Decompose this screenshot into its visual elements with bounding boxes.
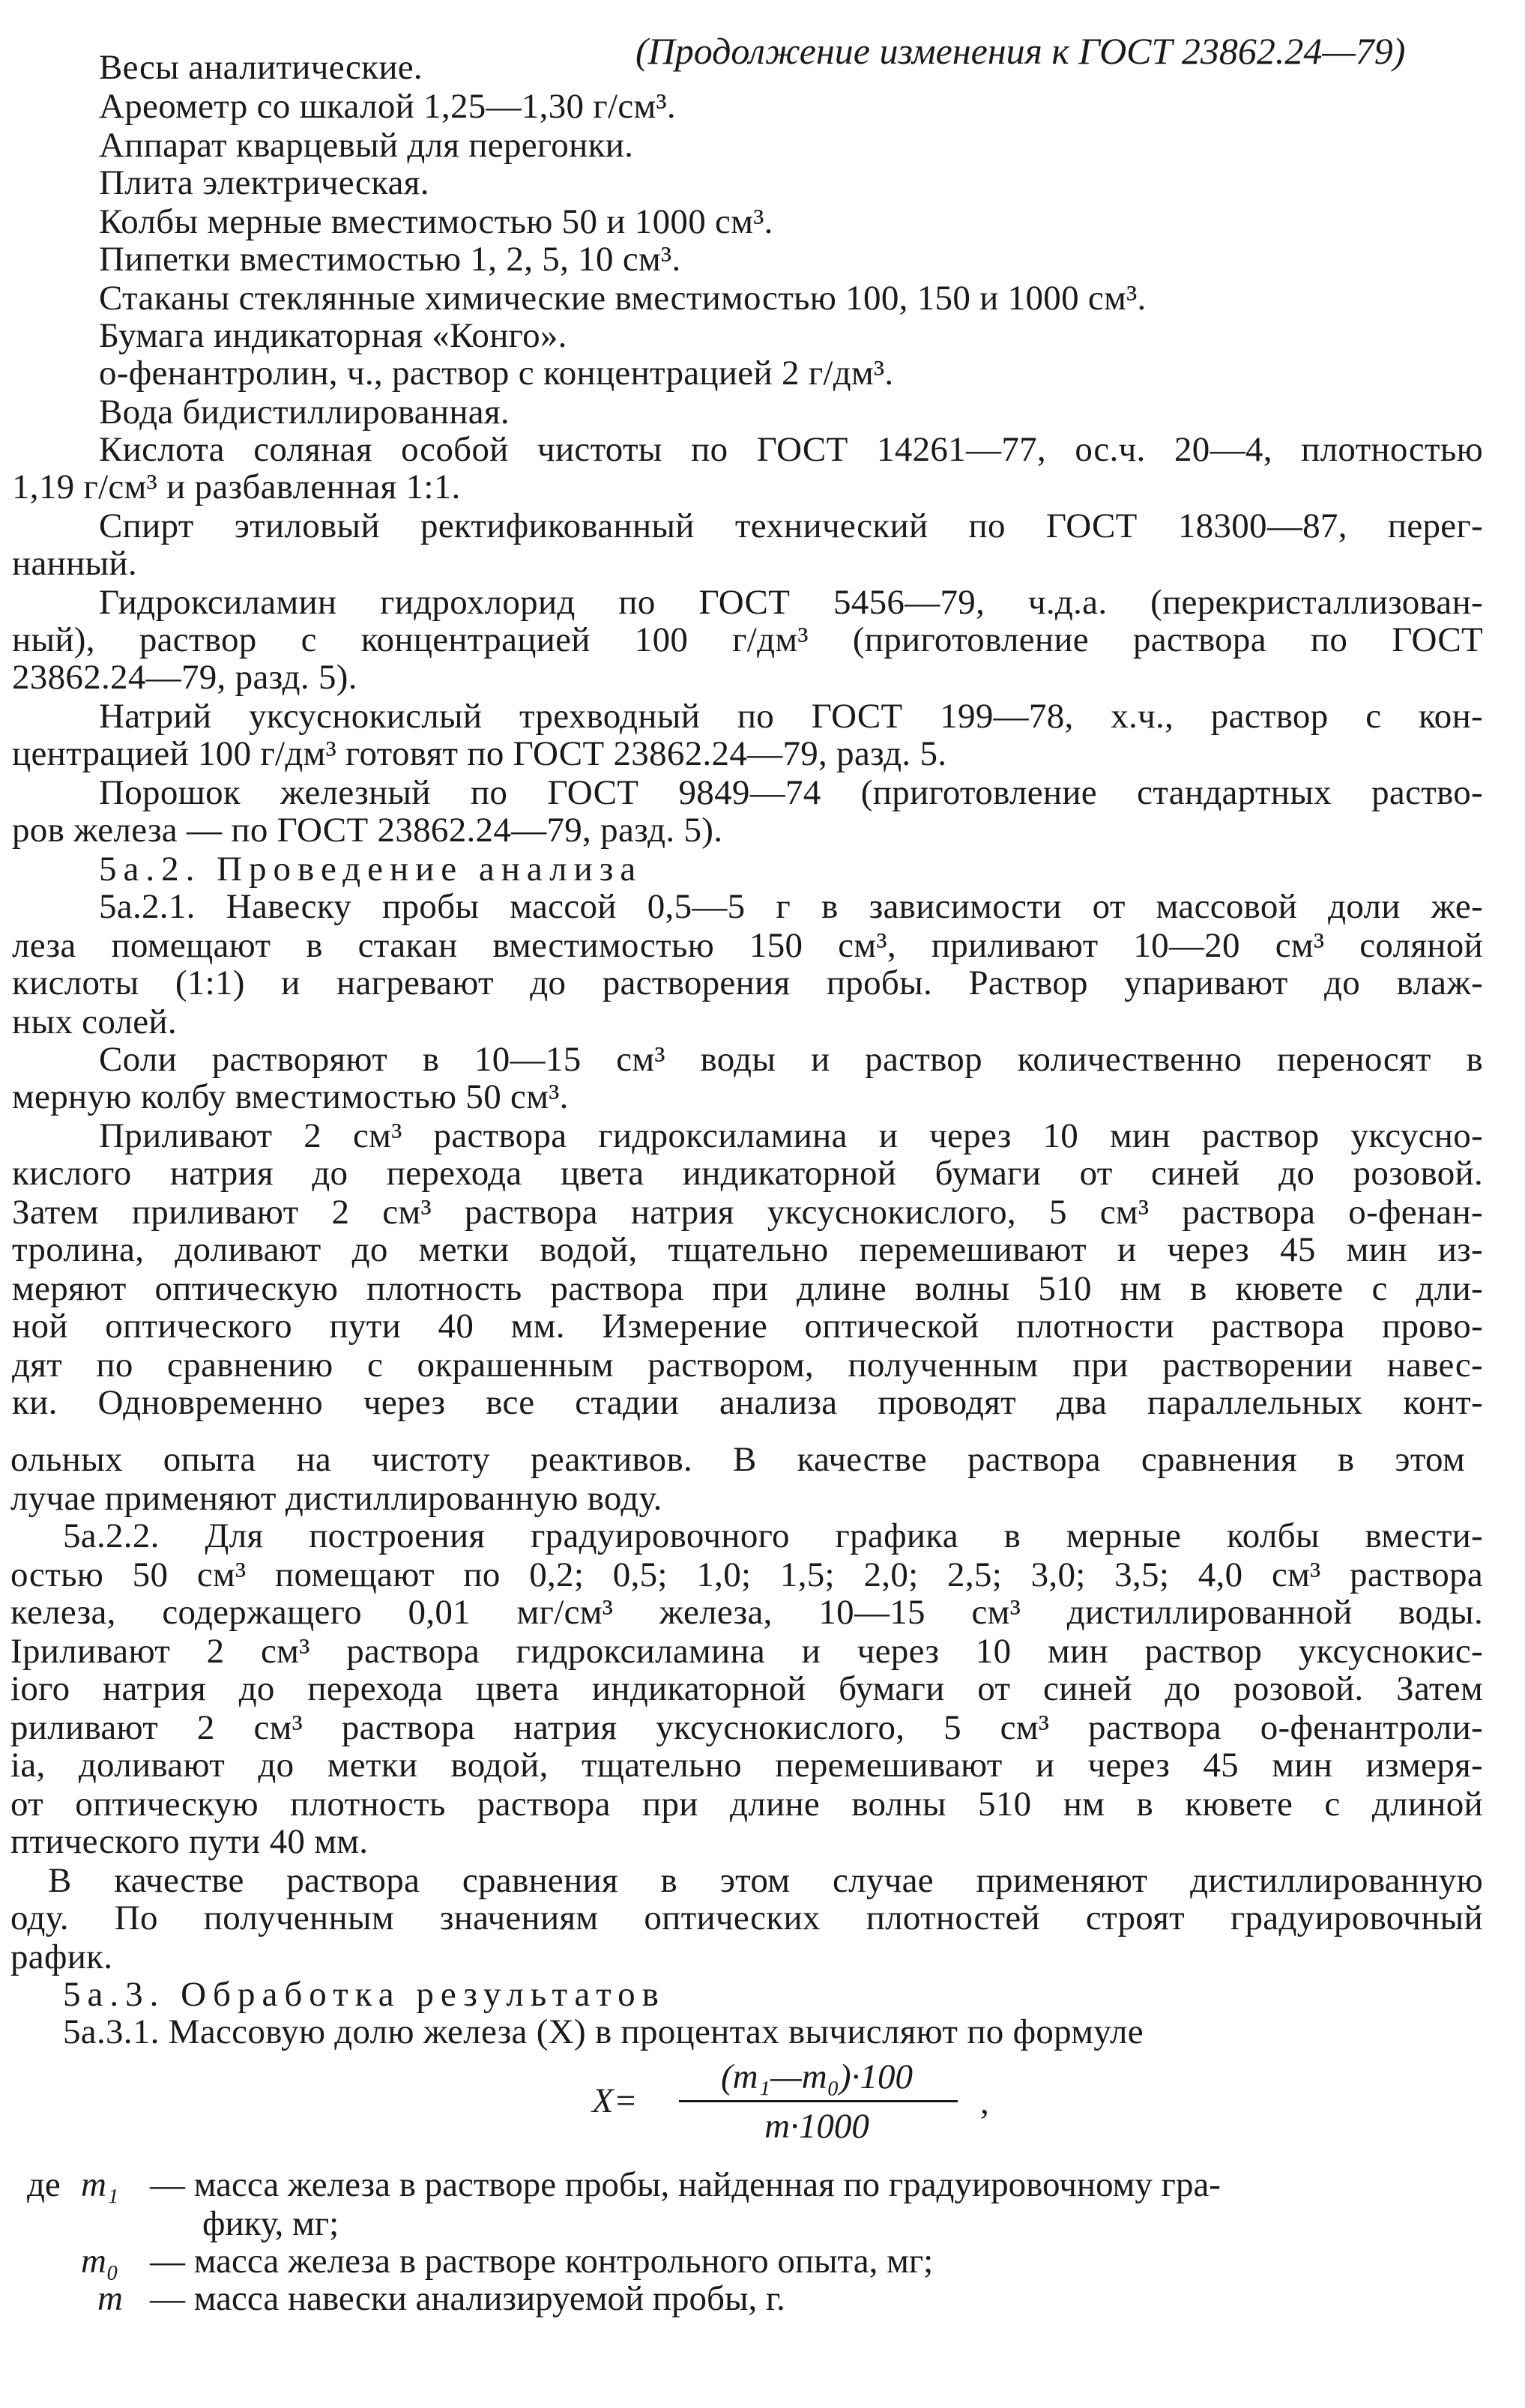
definition-symbol: m₁: [81, 2165, 119, 2204]
text-line: мерную колбу вместимостью 50 см³.: [12, 1077, 569, 1116]
text-line: лучае применяют дистиллированную воду.: [10, 1479, 662, 1518]
definition-symbol: m₀: [81, 2242, 119, 2281]
definition-text: — масса железа в растворе пробы, найденная по градуировочному гра-: [150, 2165, 1221, 2204]
mass-fraction-formula: [592, 2057, 1012, 2147]
text-line: от оптическую плотность раствора при длине волны 510 нм в кювете с длиной: [10, 1785, 1483, 1824]
text-line: 5а.2.1. Навеску пробы массой 0,5—5 г в зависимости от массовой доли же-: [99, 887, 1483, 926]
text-line: Плита электрическая.: [99, 163, 429, 202]
definition-text: фику, мг;: [202, 2204, 339, 2243]
text-line: меряют оптическую плотность раствора при длине волны 510 нм в кювете с дли-: [12, 1269, 1483, 1308]
formula-denominator: m·1000: [764, 2107, 869, 2146]
text-line: тролина, доливают до метки водой, тщательно перемешивают и через 45 мин из-: [12, 1230, 1483, 1269]
text-line: ных солей.: [12, 1002, 177, 1041]
text-line: Весы аналитические.: [99, 48, 423, 87]
definition-prefix: де: [27, 2165, 61, 2204]
text-line: 5а.2.2. Для построения градуировочного графика в мерные колбы вмести-: [63, 1516, 1483, 1555]
text-line: Натрий уксуснокислый трехводный по ГОСТ 199—78, х.ч., раствор с кон-: [99, 697, 1483, 736]
text-line: кислого натрия до перехода цвета индикаторной бумаги от синей до розовой.: [12, 1154, 1483, 1193]
text-line: Бумага индикаторная «Конго».: [99, 316, 567, 355]
text-line: кислоты (1:1) и нагревают до растворения пробы. Раствор упаривают до влаж-: [12, 963, 1483, 1002]
text-line: Соли растворяют в 10—15 см³ воды и раствор количественно переносят в: [99, 1040, 1483, 1079]
section-heading: 5а.2. Проведение анализа: [99, 850, 643, 889]
text-line: іого натрия до перехода цвета индикаторной бумаги от синей до розовой. Затем: [10, 1669, 1483, 1708]
text-line: нанный.: [12, 544, 137, 583]
text-line: рафик.: [10, 1937, 113, 1976]
continuation-header: (Продолжение изменения к ГОСТ 23862.24—79): [635, 30, 1406, 72]
text-line: ной оптического пути 40 мм. Измерение оптической плотности раствора прово-: [12, 1307, 1483, 1346]
text-line: птического пути 40 мм.: [10, 1822, 369, 1861]
text-line: Гидроксиламин гидрохлорид по ГОСТ 5456—79, ч.д.а. (перекристаллизован-: [99, 583, 1483, 622]
text-line: Аппарат кварцевый для перегонки.: [99, 126, 634, 165]
formula-comma: ,: [980, 2083, 989, 2122]
text-line: остью 50 см³ помещают по 0,2; 0,5; 1,0; 1,5; 2,0; 2,5; 3,0; 3,5; 4,0 см³ раствора: [10, 1555, 1483, 1594]
text-line: ров железа — по ГОСТ 23862.24—79, разд. 5).: [12, 811, 723, 850]
text-line: 23862.24—79, разд. 5).: [12, 658, 357, 697]
text-line: оду. По полученным значениям оптических плотностей строят градуировочный: [10, 1899, 1483, 1937]
text-line: Іриливают 2 см³ раствора гидроксиламина и через 10 мин раствор уксуснокис-: [10, 1632, 1483, 1671]
text-line: Затем приливают 2 см³ раствора натрия уксуснокислого, 5 см³ раствора о-фенан-: [12, 1193, 1483, 1232]
text-line: В качестве раствора сравнения в этом случае применяют дистиллированную: [48, 1861, 1483, 1900]
text-line: 1,19 г/см³ и разбавленная 1:1.: [12, 468, 461, 506]
text-line: Кислота соляная особой чистоты по ГОСТ 14261—77, ос.ч. 20—4, плотностью: [99, 430, 1483, 469]
text-line: о-фенантролин, ч., раствор с концентрацией 2 г/дм³.: [99, 354, 894, 393]
text-line: ольных опыта на чистоту реактивов. В качестве раствора сравнения в этом: [10, 1440, 1465, 1479]
text-line: 5а.3.1. Массовую долю железа (X) в процентах вычисляют по формуле: [63, 2012, 1144, 2051]
formula-lhs: X=: [592, 2081, 638, 2120]
text-line: Вода бидистиллированная.: [99, 393, 510, 432]
text-line: риливают 2 см³ раствора натрия уксуснокислого, 5 см³ раствора о-фенантроли-: [10, 1708, 1483, 1747]
definition-text: — масса навески анализируемой пробы, г.: [150, 2279, 785, 2318]
fraction-bar: [679, 2100, 958, 2102]
section-heading: 5а.3. Обработка результатов: [63, 1975, 665, 2014]
formula-numerator: (m₁—m₀)·100: [721, 2057, 913, 2096]
text-line: ки. Одновременно через все стадии анализа проводят два параллельных конт-: [12, 1383, 1483, 1422]
definition-symbol: m: [97, 2279, 123, 2318]
text-line: Порошок железный по ГОСТ 9849—74 (приготовление стандартных раство-: [99, 773, 1483, 812]
text-line: іа, доливают до метки водой, тщательно перемешивают и через 45 мин измеря-: [10, 1746, 1483, 1785]
text-line: Колбы мерные вместимостью 50 и 1000 см³.: [99, 202, 773, 241]
text-line: келеза, содержащего 0,01 мг/см³ железа, 10—15 см³ дистиллированной воды.: [10, 1593, 1483, 1632]
definition-text: — масса железа в растворе контрольного опыта, мг;: [150, 2242, 934, 2281]
text-line: дят по сравнению с окрашенным раствором, полученным при растворении навес-: [12, 1346, 1483, 1385]
text-line: Пипетки вместимостью 1, 2, 5, 10 см³.: [99, 240, 681, 279]
text-line: ный), раствор с концентрацией 100 г/дм³ (приготовление раствора по ГОСТ: [12, 620, 1483, 659]
text-line: Стаканы стеклянные химические вместимостью 100, 150 и 1000 см³.: [99, 279, 1147, 318]
text-line: Спирт этиловый ректификованный технический по ГОСТ 18300—87, перег-: [99, 506, 1483, 545]
text-line: Ареометр со шкалой 1,25—1,30 г/см³.: [99, 87, 676, 126]
text-line: Приливают 2 см³ раствора гидроксиламина и через 10 мин раствор уксусно-: [99, 1116, 1483, 1155]
text-line: леза помещают в стакан вместимостью 150 см³, приливают 10—20 см³ соляной: [12, 926, 1483, 965]
text-line: центрацией 100 г/дм³ готовят по ГОСТ 23862.24—79, разд. 5.: [12, 734, 947, 773]
